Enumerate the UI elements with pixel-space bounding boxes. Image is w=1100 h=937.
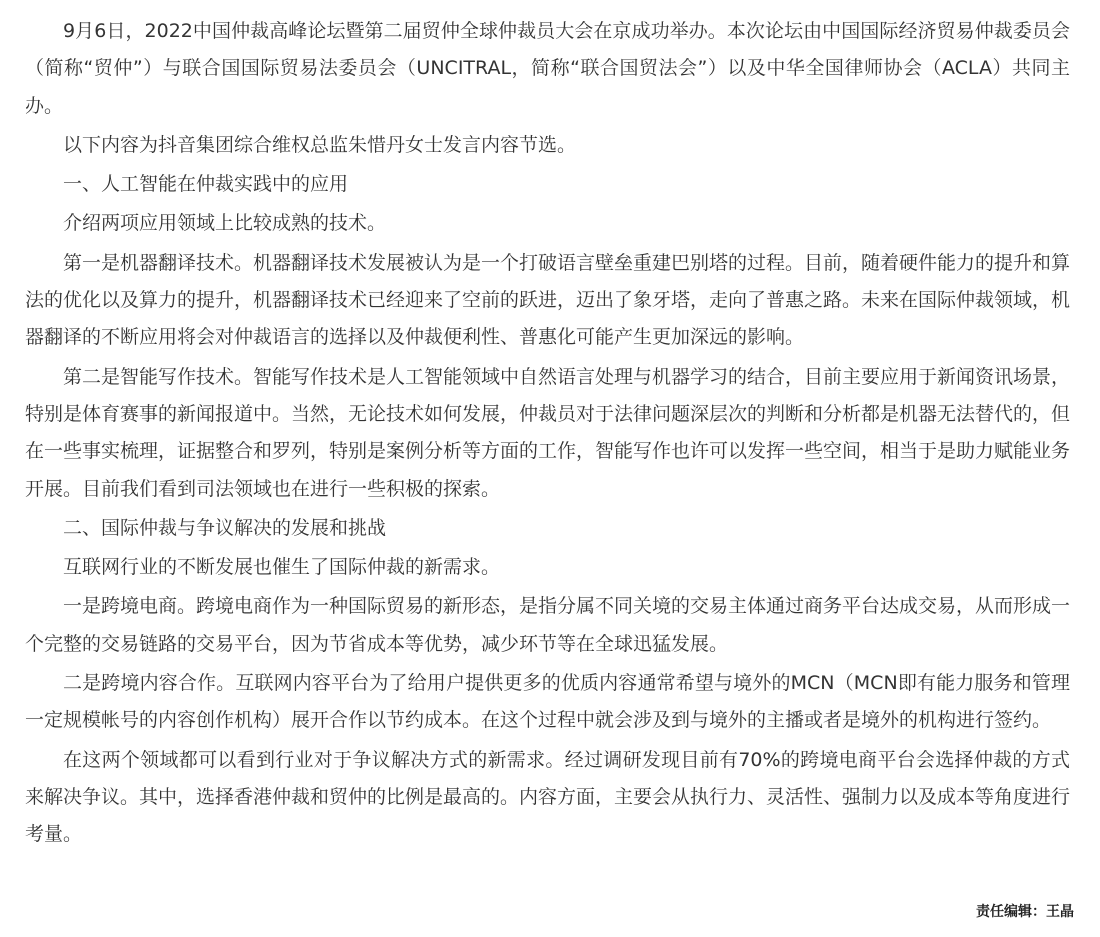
article-paragraph: 互联网行业的不断发展也催生了国际仲裁的新需求。 [63,556,501,579]
article-paragraph-machine-translation: 第一是机器翻译技术。机器翻译技术发展被认为是一个打破语言壁垒重建巴别塔的过程。目前，随着硬件能力的提升和算法的优化以及算力的提升，机器翻译技术已经迎来了空前的跃进，迈出了象牙塔，走向了普惠之路。未来在国际仲裁领域，机器翻译的不断应用将会对仲裁语言的选择以及仲裁便利性、普惠化可能产生更加深远的影响。 [25,251,1071,349]
article-paragraph-cross-border-content: 二是跨境内容合作。互联网内容平台为了给用户提供更多的优质内容通常希望与境外的MCN（MCN即有能力服务和管理一定规模帐号的内容创作机构）展开合作以节约成本。在这个过程中就会涉及到与境外的主播或者是境外的机构进行签约。 [25,672,1070,732]
section-heading-ai-in-arbitration: 一、人工智能在仲裁实践中的应用 [63,173,349,196]
section-heading-international-arbitration: 二、国际仲裁与争议解决的发展和挑战 [63,516,387,539]
article-body [25,13,1070,856]
responsible-editor: 责任编辑：王晶 [976,904,1074,920]
article-paragraph-intro: 9月6日，2022中国仲裁高峰论坛暨第二届贸仲全球仲裁员大会在京成功举办。本次论坛由中国国际经济贸易仲裁委员会（简称“贸仲”）与联合国国际贸易法委员会（UNCITRAL，简称“联合国贸法会”）以及中华全国律师协会（ACLA）共同主办。 [25,20,1070,117]
article-paragraph-dispute-demand: 在这两个领域都可以看到行业对于争议解决方式的新需求。经过调研发现目前有70%的跨境电商平台会选择仲裁的方式来解决争议。其中，选择香港仲裁和贸仲的比例是最高的。内容方面，主要会从执行力、灵活性、强制力以及成本等角度进行考量。 [25,748,1071,846]
article-paragraph-excerpt-note: 以下内容为抖音集团综合维权总监朱惜丹女士发言内容节选。 [63,133,577,156]
article-paragraph: 介绍两项应用领域上比较成熟的技术。 [63,212,387,235]
article-paragraph-cross-border-ecommerce: 一是跨境电商。跨境电商作为一种国际贸易的新形态，是指分属不同关境的交易主体通过商务平台达成交易，从而形成一个完整的交易链路的交易平台，因为节省成本等优势，减少环节等在全球迅猛发展。 [25,595,1071,655]
article-paragraph-intelligent-writing: 第二是智能写作技术。智能写作技术是人工智能领域中自然语言处理与机器学习的结合，目前主要应用于新闻资讯场景，特别是体育赛事的新闻报道中。当然，无论技术如何发展，仲裁员对于法律问题深层次的判断和分析都是机器无法替代的，但在一些事实梳理，证据整合和罗列，特别是案例分析等方面的工作，智能写作也许可以发挥一些空间，相当于是助力赋能业务开展。目前我们看到司法领域也在进行一些积极的探索。 [25,365,1071,500]
